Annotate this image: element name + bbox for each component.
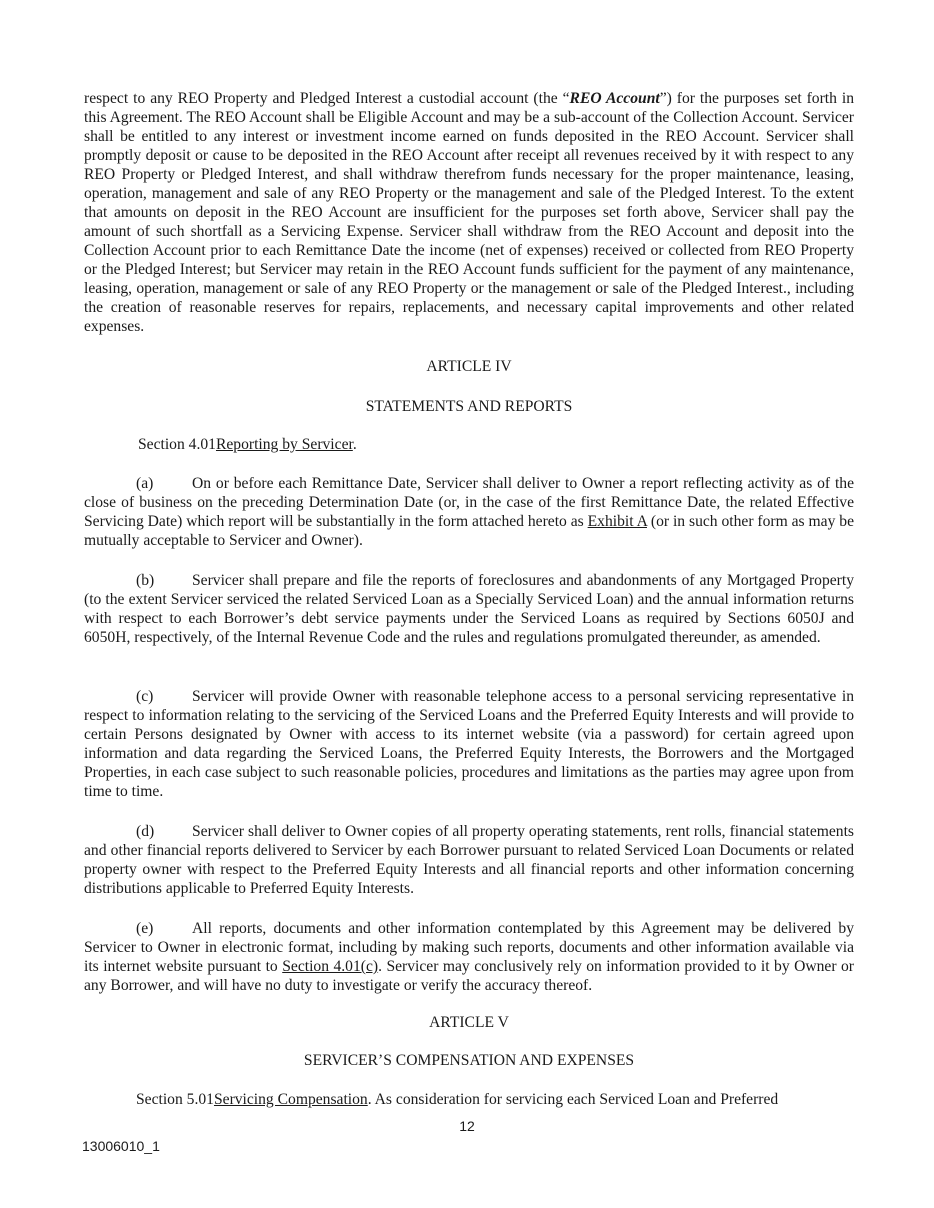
paragraph-text: All reports, documents and other information contemplated by this Agreement may be delivered by Servicer to Owner in electronic format, including by making such reports, documents and other information available via its internet website pursuant to [84, 920, 854, 975]
paragraph-label: (e) [136, 920, 154, 937]
paragraph-c [84, 687, 854, 801]
paragraph-label: (c) [136, 688, 154, 705]
section-4-01-heading [84, 435, 854, 454]
paragraph-e [84, 919, 854, 995]
paragraph-text: Servicer shall prepare and file the reports of foreclosures and abandonments of any Mortgaged Property (to the extent Servicer serviced the related Serviced Loan as a Specially Serviced Loan) and the annual information returns with respect to each Borrower’s debt service payments under the Serviced Loans as required by Sections 6050J and 6050H, respectively, of the Internal Revenue Code and the rules and regulations promulgated thereunder, as amended. [84, 572, 854, 646]
article-iv-heading: ARTICLE IV [426, 358, 512, 375]
page-number: 12 [459, 1118, 475, 1134]
section-4-01c-link[interactable]: Section 4.01(c) [282, 958, 379, 975]
article-iv-title: STATEMENTS AND REPORTS [365, 398, 573, 415]
section-text: . As consideration for servicing each Serviced Loan and Preferred [367, 1091, 779, 1108]
intro-text-start: respect to any REO Property and Pledged Interest a custodial account (the “ [84, 90, 570, 107]
article-v-heading: ARTICLE V [429, 1014, 509, 1031]
paragraph-d [84, 822, 854, 898]
exhibit-a-link[interactable]: Exhibit A [587, 513, 647, 530]
paragraph-text: On or before each Remittance Date, Servicer shall deliver to Owner a report reflecting activity as of the close of business on the preceding Determination Date (or, in the case of the first Remittance Date, the related Effective Servicing Date) which report will be substantially in the form attached hereto as [84, 475, 854, 530]
paragraph-text: (or in such other form as may be mutually acceptable to Servicer and Owner). [84, 513, 854, 549]
defined-term-reo-account: REO Account [569, 90, 660, 107]
document-id: 13006010_1 [82, 1138, 160, 1154]
section-suffix: . [352, 436, 357, 453]
paragraph-a [84, 474, 854, 550]
paragraph-text: Servicer shall deliver to Owner copies of all property operating statements, rent rolls, financial statements and other financial reports delivered to Servicer by each Borrower pursuant to related Serviced Loan Documents or related property owner with respect to the Preferred Equity Interests and all financial reports and other information concerning distributions applicable to Preferred Equity Interests. [84, 823, 854, 897]
intro-paragraph [84, 89, 854, 336]
section-title-link[interactable]: Reporting by Servicer [215, 436, 353, 453]
paragraph-text: Servicer will provide Owner with reasonable telephone access to a personal servicing representative in respect to information relating to the servicing of the Serviced Loans and the Preferred Equity Interests and will provide to certain Persons designated by Owner with access to its internet website (via a password) for certain agreed upon information and data regarding the Serviced Loans, the Preferred Equity Interests, the Borrowers and the Mortgaged Properties, in each case subject to such reasonable policies, procedures and limitations as the parties may agree upon from time to time. [84, 688, 854, 800]
article-v-title: SERVICER’S COMPENSATION AND EXPENSES [303, 1052, 635, 1069]
paragraph-label: (a) [136, 475, 154, 492]
section-number: Section 5.01 [136, 1091, 214, 1108]
intro-text-end: ”) for the purposes set forth in this Agreement. The REO Account shall be Eligible Account and may be a sub-account of the Collection Account. Servicer shall be entitled to any interest or investment income earned on funds deposited in the REO Account. Servicer shall promptly deposit or cause to be deposited in the REO Account after receipt all revenues received by it with respect to any REO Property or Pledged Interest, and shall withdraw therefrom funds necessary for the proper maintenance, leasing, operation, management and sale of any REO Property or the management and sale of the Pledged Interest. To the extent that amounts on deposit in the REO Account are insufficient for the purposes set forth above, Servicer shall pay the amount of such shortfall as a Servicing Expense. Servicer shall withdraw from the REO Account and deposit into the Collection Account prior to each Remittance Date the income (net of expenses) received or collected from REO Property or the Pledged Interest; but Servicer may retain in the REO Account funds sufficient for the payment of any maintenance, leasing, operation, management or sale of any REO Property or the management or sale of the Pledged Interest., including the creation of reasonable reserves for repairs, replacements, and necessary capital improvements and other related expenses. [84, 90, 854, 335]
section-number: Section 4.01 [138, 436, 216, 453]
section-5-01-paragraph [84, 1090, 854, 1109]
paragraph-label: (b) [136, 572, 155, 589]
section-title-link[interactable]: Servicing Compensation [213, 1091, 368, 1108]
paragraph-label: (d) [136, 823, 155, 840]
paragraph-b [84, 571, 854, 647]
paragraph-text: . Servicer may conclusively rely on information provided to it by Owner or any Borrower, and will have no duty to investigate or verify the accuracy thereof. [84, 958, 854, 994]
